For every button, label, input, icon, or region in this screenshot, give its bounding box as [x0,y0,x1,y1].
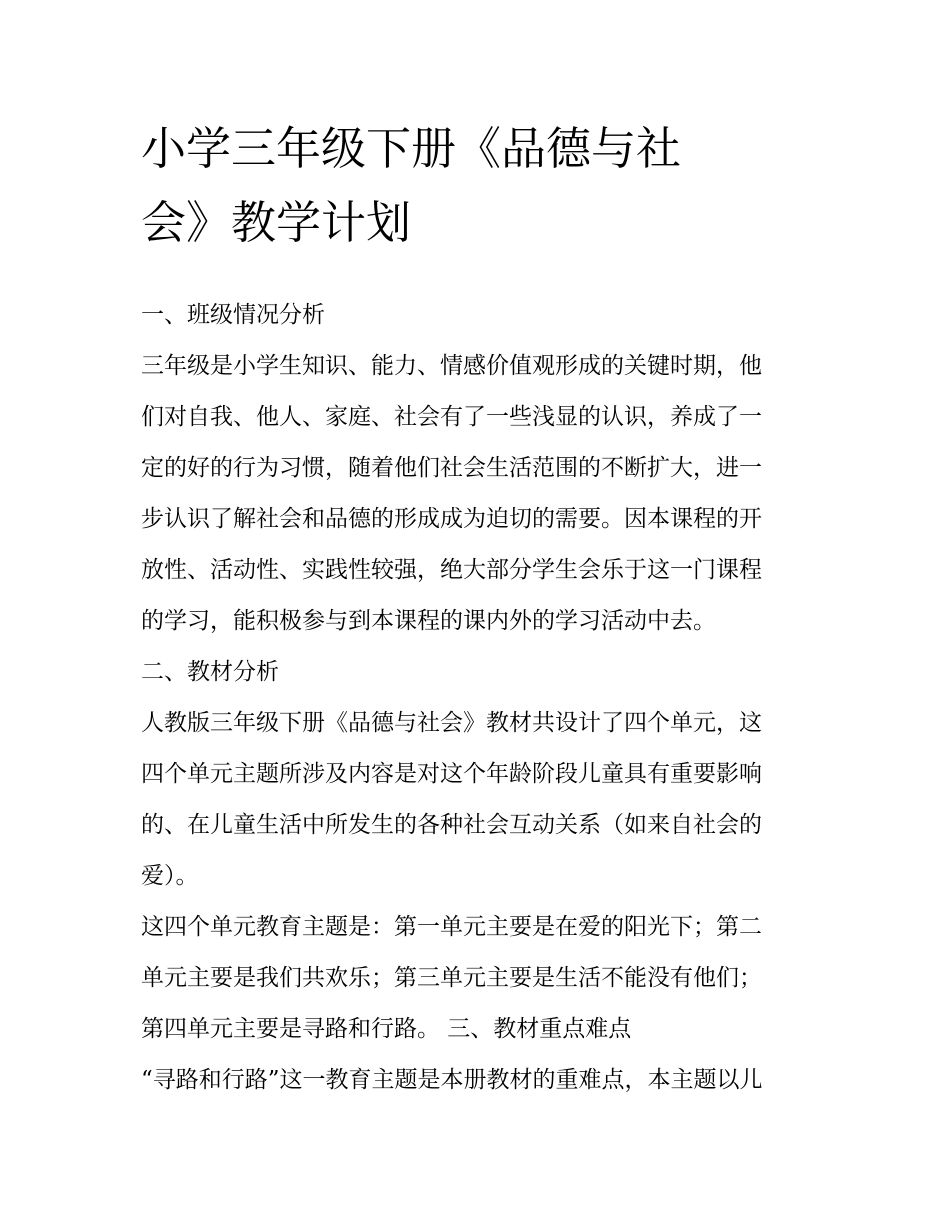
text-line: 步认识了解社会和品德的形成成为迫切的需要。因本课程的开 [141,506,762,532]
document-title [141,112,761,260]
text-line: 这四个单元教育主题是：第一单元主要是在爱的阳光下；第二 [141,914,762,940]
title-line: 会》教学计划 [141,196,412,249]
text-line: 们对自我、他人、家庭、社会有了一些浅显的认识，养成了一 [141,404,762,430]
document-body [141,290,813,1106]
text-line: 单元主要是我们共欢乐；第三单元主要是生活不能没有他们； [141,965,762,991]
text-line: 人教版三年级下册《品德与社会》教材共设计了四个单元，这 [141,710,762,736]
section-heading: 一、班级情况分析 [141,302,325,328]
text-line: 爱）。 [141,863,199,889]
text-line: 的、在儿童生活中所发生的各种社会互动关系（如来自社会的 [141,812,762,838]
text-line: 定的好的行为习惯，随着他们社会生活范围的不断扩大，进一 [141,455,762,481]
text-line: 四个单元主题所涉及内容是对这个年龄阶段儿童具有重要影响 [141,761,762,787]
text-line: “寻路和行路”这一教育主题是本册教材的重难点，本主题以儿 [141,1067,763,1093]
text-line: 的学习，能积极参与到本课程的课内外的学习活动中去。 [141,608,716,634]
section-heading: 二、教材分析 [141,659,279,685]
title-line: 小学三年级下册《品德与社 [141,122,682,175]
text-line: 放性、活动性、实践性较强，绝大部分学生会乐于这一门课程 [141,557,762,583]
document-page [141,112,813,1106]
text-line: 三年级是小学生知识、能力、情感价值观形成的关键时期，他 [141,353,762,379]
text-line: 第四单元主要是寻路和行路。 三、教材重点难点 [141,1016,632,1042]
